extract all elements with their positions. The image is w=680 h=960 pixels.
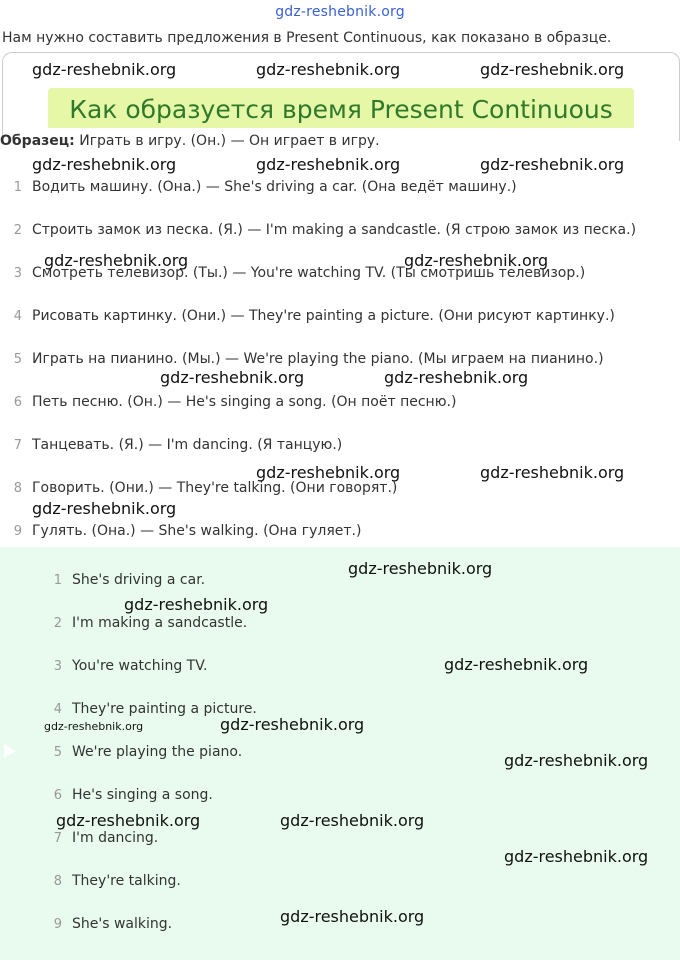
example-label: Образец: <box>0 133 75 149</box>
answer-item <box>42 744 242 760</box>
answer-text: He's singing a song. <box>72 787 213 803</box>
watermark: gdz-reshebnik.org <box>504 751 649 770</box>
task-text: Строить замок из песка. (Я.) — I'm making a sandcastle. (Я строю замок из песка.) <box>32 222 637 238</box>
answer-text: They're painting a picture. <box>72 701 257 717</box>
task-text: Смотреть телевизор. (Ты.) — You're watching TV. (Ты смотришь телевизор.) <box>32 265 586 281</box>
answer-text: She's driving a car. <box>72 572 206 588</box>
task-text: Рисовать картинку. (Они.) — They're painting a picture. (Они рисуют картинку.) <box>32 308 615 324</box>
site-link[interactable]: gdz-reshebnik.org <box>275 4 405 20</box>
watermark: gdz-reshebnik.org <box>160 368 305 387</box>
watermark: gdz-reshebnik.org <box>256 463 401 482</box>
answer-item <box>42 615 247 631</box>
task-item <box>0 222 636 238</box>
task-number: 8 <box>13 481 22 496</box>
watermark: gdz-reshebnik.org <box>44 251 189 270</box>
watermark: gdz-reshebnik.org <box>280 811 425 830</box>
task-text: Гулять. (Она.) — She's walking. (Она гуляет.) <box>32 523 362 539</box>
example-text: Играть в игру. (Он.) — Он играет в игру. <box>74 133 380 149</box>
answer-text: She's walking. <box>72 916 173 932</box>
task-text: Петь песню. (Он.) — He's singing a song. (Он поёт песню.) <box>32 394 457 410</box>
task-number: 7 <box>13 438 22 453</box>
answer-item <box>42 787 213 803</box>
answer-number: 7 <box>53 831 62 846</box>
play-icon[interactable] <box>4 744 16 758</box>
watermark: gdz-reshebnik.org <box>44 720 144 733</box>
answer-item <box>42 658 207 674</box>
task-item <box>0 437 342 453</box>
answer-item <box>42 830 158 846</box>
watermark: gdz-reshebnik.org <box>348 559 493 578</box>
watermark: gdz-reshebnik.org <box>280 907 425 926</box>
task-text: Танцевать. (Я.) — I'm dancing. (Я танцую.) <box>32 437 343 453</box>
answer-item <box>42 572 205 588</box>
task-item <box>0 523 361 539</box>
answer-item <box>42 916 172 932</box>
task-number: 3 <box>13 266 22 281</box>
answer-number: 3 <box>53 659 62 674</box>
watermark: gdz-reshebnik.org <box>384 368 529 387</box>
watermark: gdz-reshebnik.org <box>32 499 177 518</box>
answer-text: They're talking. <box>72 873 181 889</box>
task-text: Играть на пианино. (Мы.) — We're playing the piano. (Мы играем на пианино.) <box>32 351 604 367</box>
answer-number: 1 <box>53 573 62 588</box>
task-number: 5 <box>13 352 22 367</box>
answer-number: 8 <box>53 874 62 889</box>
task-text: Говорить. (Они.) — They're talking. (Они говорят.) <box>32 480 398 496</box>
task-number: 4 <box>13 309 22 324</box>
task-item <box>0 480 397 496</box>
watermark: gdz-reshebnik.org <box>444 655 589 674</box>
answer-number: 4 <box>53 702 62 717</box>
task-number: 6 <box>13 395 22 410</box>
task-number: 9 <box>13 524 22 539</box>
watermark: gdz-reshebnik.org <box>504 847 649 866</box>
answer-text: I'm dancing. <box>72 830 159 846</box>
watermark: gdz-reshebnik.org <box>480 463 625 482</box>
watermark: gdz-reshebnik.org <box>124 595 269 614</box>
answer-number: 6 <box>53 788 62 803</box>
task-text: Водить машину. (Она.) — She's driving a car. (Она ведёт машину.) <box>32 179 517 195</box>
watermark: gdz-reshebnik.org <box>220 715 365 734</box>
answer-number: 9 <box>53 917 62 932</box>
watermark: gdz-reshebnik.org <box>32 155 177 174</box>
answer-text: You're watching TV. <box>72 658 208 674</box>
example-line <box>0 133 380 149</box>
answer-text: I'm making a sandcastle. <box>72 615 248 631</box>
banner-title: Как образуется время Present Continuous <box>69 95 613 124</box>
answer-number: 5 <box>53 745 62 760</box>
watermark: gdz-reshebnik.org <box>404 251 549 270</box>
task-item <box>0 179 517 195</box>
watermark: gdz-reshebnik.org <box>256 60 401 79</box>
watermark: gdz-reshebnik.org <box>56 811 201 830</box>
watermark: gdz-reshebnik.org <box>480 155 625 174</box>
watermark: gdz-reshebnik.org <box>256 155 401 174</box>
task-item <box>0 308 615 324</box>
task-item <box>0 351 604 367</box>
answer-item <box>42 873 181 889</box>
answer-text: We're playing the piano. <box>72 744 243 760</box>
watermark: gdz-reshebnik.org <box>32 60 177 79</box>
answer-number: 2 <box>53 616 62 631</box>
task-number: 2 <box>13 223 22 238</box>
task-number: 1 <box>13 180 22 195</box>
intro-text: Нам нужно составить предложения в Present Continuous, как показано в образце. <box>2 30 612 46</box>
task-item <box>0 394 456 410</box>
watermark: gdz-reshebnik.org <box>480 60 625 79</box>
